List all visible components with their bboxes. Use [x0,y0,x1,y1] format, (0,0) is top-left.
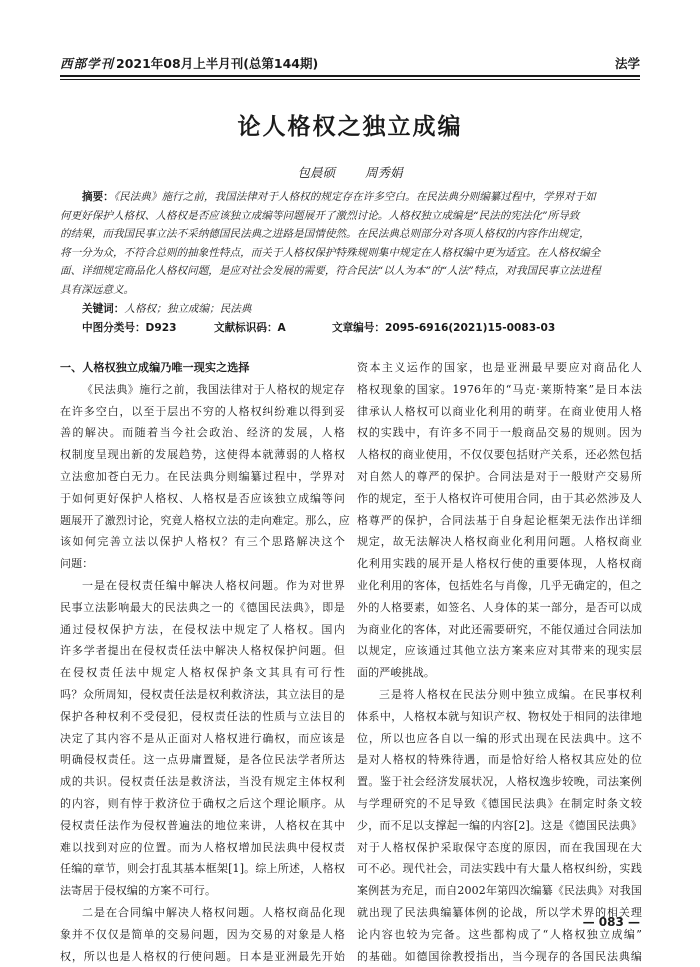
clc-number: 中图分类号：D923 [82,322,177,334]
body-text-line: 就出现了民法典编纂体例的论战，所以学术界的相关理 [357,905,642,919]
body-text-line: 任编的章节，则会打乱其基本框架[1]。综上所述，人格权 [60,862,345,876]
body-text-line: 规定，故无法解决人格权商业化利用问题。人格权商业 [357,535,642,549]
body-text-line: 明确侵权责任。这一点毋庸置疑，是各位民法学者所达 [60,753,345,767]
body-text-line: 问题： [60,557,94,571]
header-rule-thin [60,79,640,80]
body-text-line: 的内容，则有悖于救济位于确权之后这个理论顺序。从 [60,796,345,810]
body-text-line: 作的规定，至于人格权许可使用合同，由于其必然涉及人 [357,491,642,505]
body-text-line: 权的实践中，有许多不同于一般商品交易的规则。因为 [357,426,642,440]
body-text-line: 权制度呈现出新的发展趋势，这使得本就薄弱的人格权 [60,448,345,462]
body-text-line: 格尊严的保护，合同法基于自身起论框架无法作出详细 [357,513,642,527]
body-text-line: 二是在合同编中解决人格权问题。人格权商品化现 [82,905,345,919]
article-number: 文章编号：2095-6916(2021)15-0083-03 [332,322,556,334]
body-text-line: 许多学者提出在侵权责任法中解决人格权保护问题。但 [60,644,345,658]
abstract-line: 面、详细规定商品化人格权问题，是应对社会发展的需要，符合民法“以人为本”的“人法”特点，对我国民事立法进程 [60,265,601,277]
abstract [60,188,640,299]
body-text-line: 资本主义运作的国家，也是亚洲最早要应对商品化人 [357,361,642,374]
body-text-line: 面的严峻挑战。 [357,666,436,680]
body-text-line: 在侵权责任法中规定人格权保护条文其具有可行性 [60,666,345,680]
body-text-line: 《民法典》施行之前，我国法律对于人格权的规定存 [82,382,345,396]
document-code: 文献标识码：A [214,322,286,334]
body-text-line: 的基础。如德国徐教授指出，当今现存的各国民法典编 [357,949,642,963]
body-text-line: 于如何更好保护人格权、人格权是否应该独立成编等问 [60,491,345,505]
body-text-line: 难以找到对应的位置。而为人格权增加民法典中侵权责 [60,840,345,854]
body-text-line: 与学理研究的不足导致《德国民法典》在制定时条文较 [357,796,642,810]
body-text-line: 该如何完善立法以保护人格权？有三个思路解决这个 [60,535,345,549]
article-title: 论人格权之独立成编 [237,114,463,140]
body-column-left [60,357,350,967]
header-journal-info [60,54,318,72]
body-text-line: 案例甚为充足，而自2002年第四次编纂《民法典》对我国 [357,884,643,898]
body-text-line: 立法愈加苍白无力。在民法典分则编纂过程中，学界对 [60,469,345,483]
body-text-line: 人格权的商业使用，不仅仅要包括财产关系，还必然包括 [357,448,642,462]
body-text-line: 法寄居于侵权编的方案不可行。 [60,884,217,898]
body-text-line: 化利用实践的展开是人格权行使的重要体现，人格权商 [357,557,642,571]
section-heading: 一、人格权独立成编乃唯一现实之选择 [60,361,250,374]
abstract-line: 何更好保护人格权、人格权是否应该独立成编等问题展开了激烈讨论。人格权独立成编是“民法的宪法化”所导致 [60,209,580,222]
abstract-line: 摘要：《民法典》施行之前，我国法律对于人格权的规定存在许多空白。在民法典分则编纂过程中，学界对于如 [82,191,596,203]
body-text-line: 格权现象的国家。1976年的“马克·莱斯特案”是日本法 [357,382,642,396]
issue-info: 2021年08月上半月刊(总第144期) [116,56,319,71]
journal-name: 西部学刊 [60,56,115,71]
body-text-line: 吗？众所周知，侵权责任法是权利救济法，其立法目的是 [60,687,345,701]
body-text-line: 论内容也较为完备。这些都构成了“人格权独立成编” [357,927,642,941]
running-header [60,50,640,72]
body-text-line: 律承认人格权可以商业化利用的萌芽。在商业使用人格 [357,404,642,418]
abstract-line: 具有深远意义。 [60,283,135,296]
body-text-line: 权，所以也是人格权的行使问题。日本是亚洲最先开始 [60,949,345,963]
body-text-line: 保护各种权利不受侵犯，侵权责任法的性质与立法目的 [60,709,345,723]
section-label: 法学 [614,56,640,71]
body-text-line: 对自然人的尊严的保护。合同法是对于一般财产交易所 [357,469,642,483]
body-text-line: 侵权责任法作为侵权普遍法的地位来讲，人格权在其中 [60,818,345,832]
author-list [60,163,640,181]
author-name: 包晨硕 [297,165,335,180]
abstract-label: 摘要： [82,191,114,203]
body-text-line: 对于人格权保护采取保守态度的原因，而在我国现在大 [357,840,642,854]
abstract-line: 的结果，而我国民事立法不采纳德国民法典之进路是国情使然。在民法典总则部分对各项人格权的内容作出规定， [60,228,590,240]
body-text-line: 业化利用的客体，包括姓名与肖像，几乎无确定的，但之 [357,578,642,592]
author-name: 周秀娟 [364,165,403,180]
body-text-line: 三是将人格权在民法分则中独立成编。在民事权利 [379,687,642,701]
body-text-line: 题展开了激烈讨论，究竟人格权立法的走向难定。那么，应 [60,513,350,527]
body-text-line: 可不必。现代社会，司法实践中有大量人格权纠纷，实践 [357,862,642,876]
body-text-line: 外的人格要素，如签名、人身体的某一部分，是否可以成 [357,600,642,614]
body-text-line: 以规定，应该通过其他立法方案来应对其带来的现实层 [357,644,642,658]
keywords-text: 人格权；独立成编；民法典 [124,303,252,315]
body-text-line: 置。鉴于社会经济发展状况，人格权逸步较晚，司法案例 [357,775,642,789]
body-text-line: 民事立法影响最大的民法典之一的《德国民法典》，即是 [60,600,345,614]
body-text-line: 通过侵权保护方法，在侵权法中规定了人格权。国内 [60,622,345,636]
body-text-line: 为商业化的客体，对此还需要研究，不能仅通过合同法加 [357,622,642,636]
body-text-line: 一是在侵权责任编中解决人格权问题。作为对世界 [82,578,345,592]
body-text-line: 是对人格权的特殊待遇，而是恰好给人格权其应处的位 [357,753,642,767]
body-text-line: 体系中，人格权本就与知识产权、物权处于相同的法律地 [357,709,642,723]
body-column-right [357,357,642,967]
body-text-line: 决定了其内容不是从正面对人格权进行确权，而应该是 [60,731,345,745]
keywords [82,301,640,316]
body-text-line: 在许多空白，以至于层出不穷的人格权纠纷难以得到妥 [60,404,345,418]
keywords-label: 关键词： [82,303,125,315]
body-text-line: 成的共识。侵权责任法是救济法，当没有规定主体权利 [60,775,345,789]
body-text-line: 少，而不足以支撑起一编的内容[2]。这是《德国民法典》 [357,818,642,832]
body-text-line: 象并不仅仅是简单的交易问题，因为交易的对象是人格 [60,927,345,941]
page-number: — 083 — [582,915,640,929]
abstract-line: 将一分为众，不符合总则的抽象性特点，而关于人格权保护特殊规则集中规定在人格权编中更为适宜。在人格权编全 [60,246,601,259]
body-text-line: 善的解决。而随着当今社会政治、经济的发展，人格 [60,426,345,440]
header-rule-thick [60,75,640,77]
body-text-line: 位，所以也应各自以一编的形式出现在民法典中。这不 [357,731,642,745]
